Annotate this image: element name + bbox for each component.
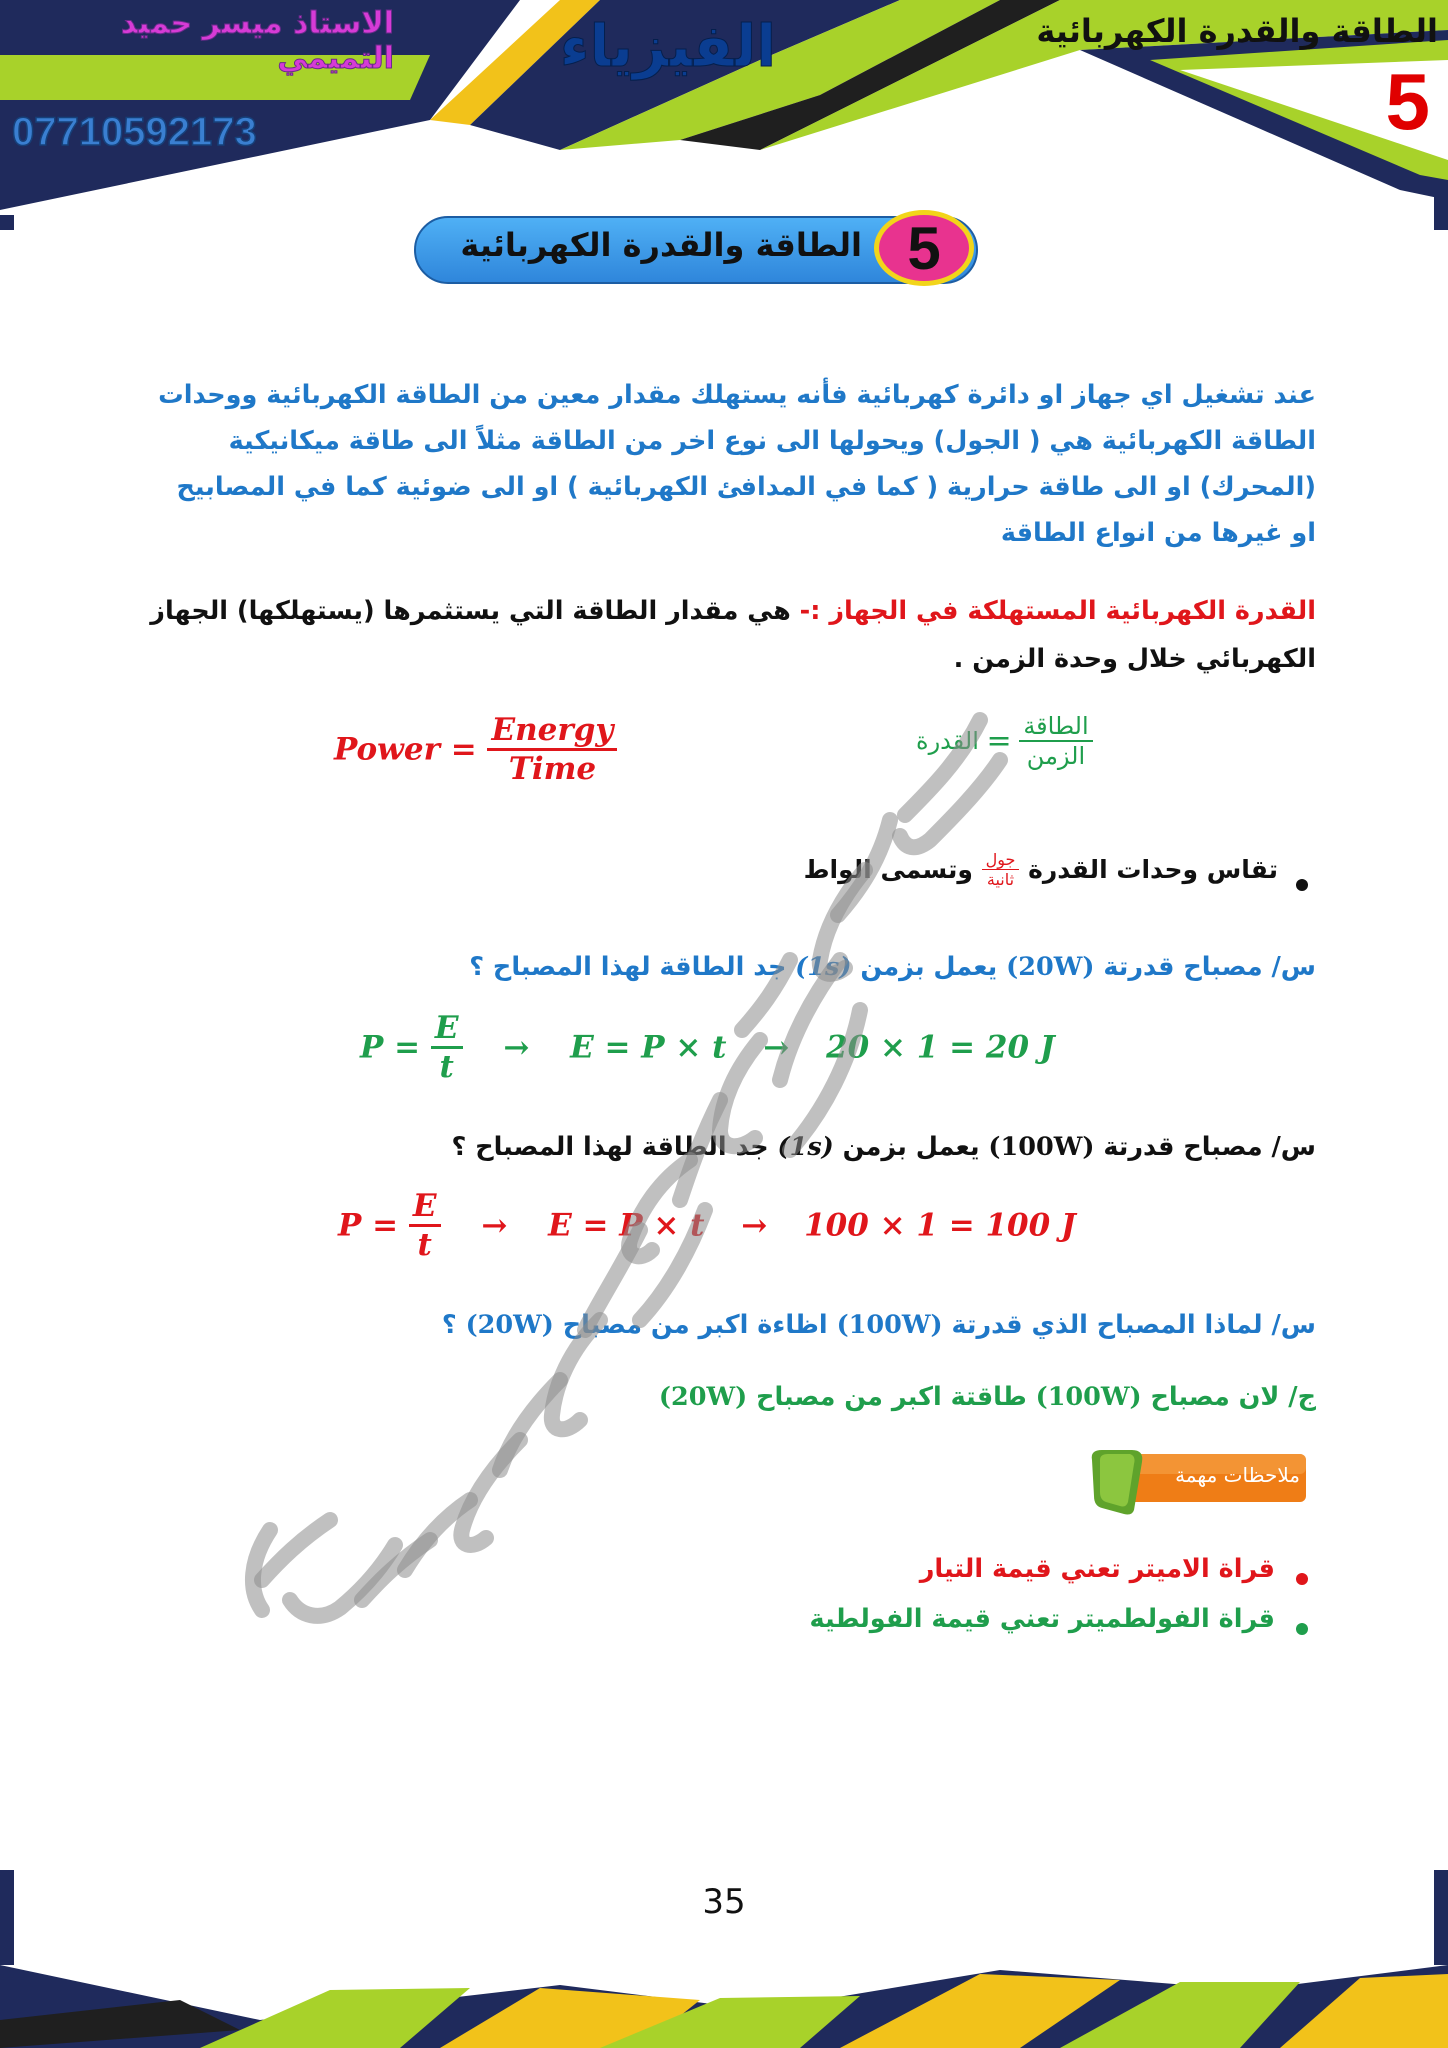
q3-part-b: اظاءة اكبر من مصباح [562,1310,828,1340]
definition-term: القدرة الكهربائية المستهلكة في الجهاز :- [799,596,1316,626]
formula-en-lhs: Power [334,731,440,768]
sol2-energy-eq: E = P × t [548,1207,705,1244]
formula-arabic [916,712,1116,822]
formula-en-num: Energy [491,712,614,748]
formula-en-den: Time [487,748,617,787]
note-bullet-2 [1296,1623,1308,1635]
sol2-calc: 100 × 1 = 100 J [804,1207,1076,1244]
formula-english [334,712,664,822]
q2-part-c: جد الطاقة لهذا المصباح ؟ [451,1132,769,1162]
q1-part-a: س/ مصباح قدرتة [1103,952,1316,982]
q2-power: (100W) [988,1132,1095,1162]
q1-time: (1s) [795,952,852,982]
definition-text: هي مقدار الطاقة التي يستثمرها (يستهلكها) الجهاز [150,596,791,626]
sol2-arrow-2: → [741,1207,768,1244]
units-den: ثانية [982,869,1020,889]
sol1-arrow-1: → [503,1029,530,1066]
header-chapter-title: الطاقة والقدرة الكهربائية [1036,12,1438,50]
sol1-num: E [434,1010,459,1046]
sol2-den: t [409,1224,441,1263]
footer-decoration [0,1870,1448,2048]
sol2-eq: = [372,1207,399,1244]
question-2 [126,1124,1316,1170]
chapter-banner-number: 5 [874,210,974,286]
sol1-den: t [431,1046,463,1085]
formula-ar-den: الزمن [1019,740,1092,770]
teacher-name: الاستاذ ميسر حميد التميمي [120,6,394,76]
q1-part-b: يعمل بزمن [860,952,998,982]
page-number: 35 [702,1882,746,1922]
formula-en-eq: = [450,731,477,768]
sol2-arrow-1: → [481,1207,508,1244]
sol2-fraction [409,1188,441,1263]
units-bullet [1296,879,1308,891]
q2-part-a: س/ مصباح قدرتة [1103,1132,1316,1162]
q2-part-b: يعمل بزمن [842,1132,980,1162]
sol1-p: P [360,1029,384,1066]
answer-3 [126,1374,1316,1420]
units-prefix: تقاس وحدات القدرة [1028,855,1278,884]
intro-line-2: الطاقة الكهربائية هي ( الجول) ويحولها الى نوع اخر من الطاقة مثلاً الى طاقة ميكانيكية [228,426,1316,456]
definition-line-2: الكهربائي خلال وحدة الزمن . [953,644,1316,674]
units-suffix: وتسمى الواط [803,855,973,884]
a3-power-1: (100W) [1035,1382,1142,1412]
note-item-2: قراة الفولطميتر تعني قيمة الفولطية [809,1604,1275,1634]
q3-power-2: (20W) [465,1310,554,1340]
notes-badge-label: ملاحظات مهمة [1175,1463,1300,1487]
subject-title: الفيزياء [559,12,777,80]
formula-en-fraction [487,712,617,787]
units-num: جول [985,850,1016,869]
formula-ar-fraction [1019,712,1092,770]
notes-badge [1088,1446,1310,1516]
note-bullet-1 [1296,1573,1308,1585]
sol1-calc: 20 × 1 = 20 J [826,1029,1055,1066]
q3-part-a: س/ لماذا المصباح الذي قدرتة [951,1310,1316,1340]
sol1-energy-eq: E = P × t [570,1029,727,1066]
q3-power-1: (100W) [836,1310,943,1340]
solution-1 [360,1010,1120,1120]
formula-ar-eq: = [986,723,1012,759]
sol1-fraction [431,1010,463,1085]
units-line [678,850,1278,920]
a3-power-2: (20W) [658,1382,748,1412]
a3-part-b: طاقتة اكبر من مصباح [756,1382,1027,1412]
formula-ar-num: الطاقة [1023,712,1089,740]
chapter-banner-title: الطاقة والقدرة الكهربائية [460,226,862,264]
question-3 [126,1302,1316,1348]
definition-line-1 [126,588,1316,634]
sol1-arrow-2: → [763,1029,790,1066]
a3-part-a: ج/ لان مصباح [1150,1382,1316,1412]
phone-number: 07710592173 [12,110,257,154]
sol2-p: P [338,1207,362,1244]
q1-power: (20W) [1006,952,1095,982]
units-fraction [982,850,1020,889]
sol1-eq: = [394,1029,421,1066]
intro-line-3: (المحرك) او الى طاقة حرارية ( كما في المدافئ الكهربائية ) او الى ضوئية كما في المصابيح [176,472,1316,502]
header-chapter-number: 5 [1385,57,1430,146]
q2-time: (1s) [777,1132,834,1162]
question-1 [126,944,1316,990]
formula-ar-lhs: القدرة [916,727,979,755]
solution-2 [338,1188,1138,1298]
q3-part-c: ؟ [441,1310,457,1340]
q1-part-c: جد الطاقة لهذا المصباح ؟ [469,952,787,982]
intro-line-4: او غيرها من انواع الطاقة [1000,518,1316,548]
note-item-1: قراة الاميتر تعني قيمة التيار [919,1554,1275,1584]
intro-line-1: عند تشغيل اي جهاز او دائرة كهربائية فأنه يستهلك مقدار معين من الطاقة الكهربائية ووحدات [158,380,1316,410]
sol2-num: E [412,1188,437,1224]
chapter-banner [414,210,980,290]
